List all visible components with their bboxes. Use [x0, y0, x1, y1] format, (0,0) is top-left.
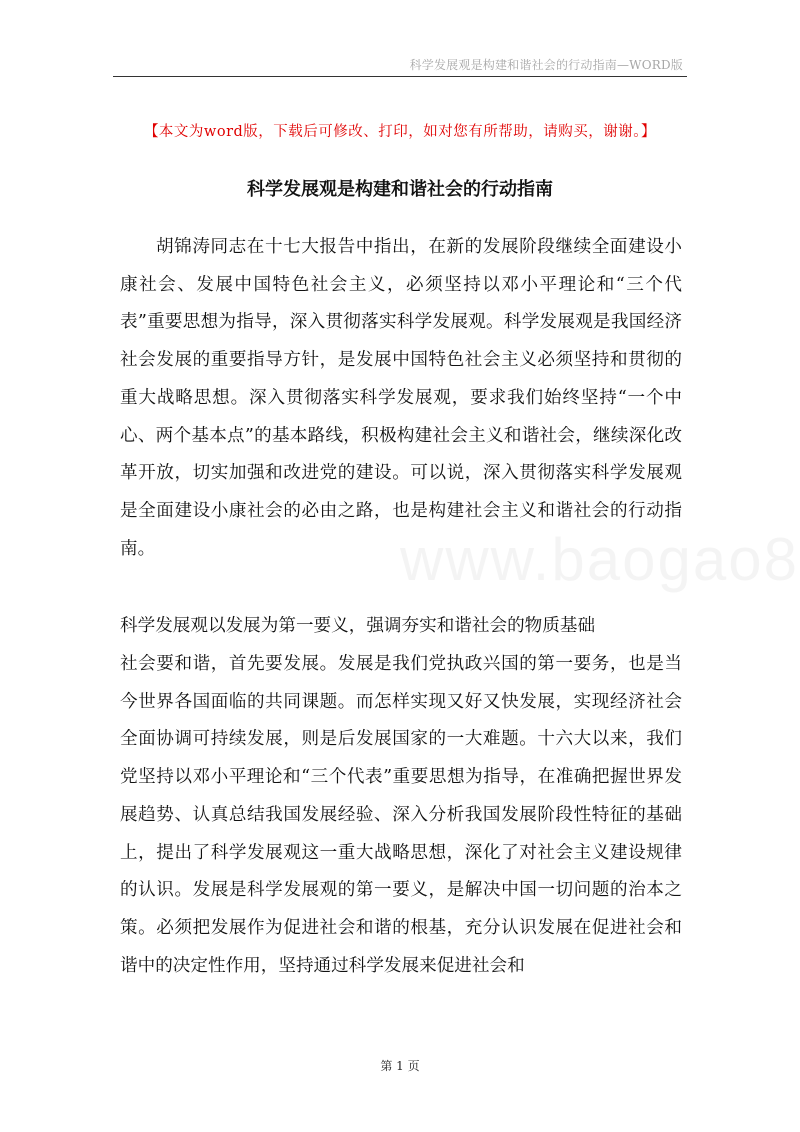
download-notice: 【本文为word版，下载后可修改、打印，如对您有所帮助，请购买，谢谢。】 [143, 124, 657, 140]
body-paragraph-2: 社会要和谐，首先要发展。发展是我们党执政兴国的第一要务，也是当今世界各国面临的共同课题。而怎样实现又好又快发展，实现经济社会全面协调可持续发展，则是后发展国家的一大难题。十六大以来，我们党坚持以邓小平理论和“三个代表”重要思想为指导，在准确把握世界发展趋势、认真总结我国发展经验、深入分析我国发展阶段性特征的基础上，提出了科学发展观这一重大战略思想，深化了对社会主义建设规律的认识。发展是科学发展观的第一要义，是解决中国一切问题的治本之策。必须把发展作为促进社会和谐的根基，充分认识发展在促进社会和谐中的决定性作用，坚持通过科学发展来促进社会和 [120, 654, 682, 976]
page-number: 第 1 页 [380, 1059, 420, 1073]
running-header: 科学发展观是构建和谐社会的行动指南—WORD版 [409, 58, 683, 72]
document-title: 科学发展观是构建和谐社会的行动指南 [247, 179, 553, 200]
header-divider [113, 76, 687, 77]
body-paragraph-1: 胡锦涛同志在十七大报告中指出，在新的发展阶段继续全面建设小康社会、发展中国特色社会主义，必须坚持以邓小平理论和“三个代表”重要思想为指导，深入贯彻落实科学发展观。科学发展观是我国经济社会发展的重要指导方针，是发展中国特色社会主义必须坚持和贯彻的重大战略思想。深入贯彻落实科学发展观，要求我们始终坚持“一个中心、两个基本点”的基本路线，积极构建社会主义和谐社会，继续深化改革开放，切实加强和改进党的建设。可以说，深入贯彻落实科学发展观是全面建设小康社会的必由之路，也是构建社会主义和谐社会的行动指南。 [120, 237, 682, 559]
section-heading: 科学发展观以发展为第一要义，强调夯实和谐社会的物质基础 [120, 616, 596, 636]
